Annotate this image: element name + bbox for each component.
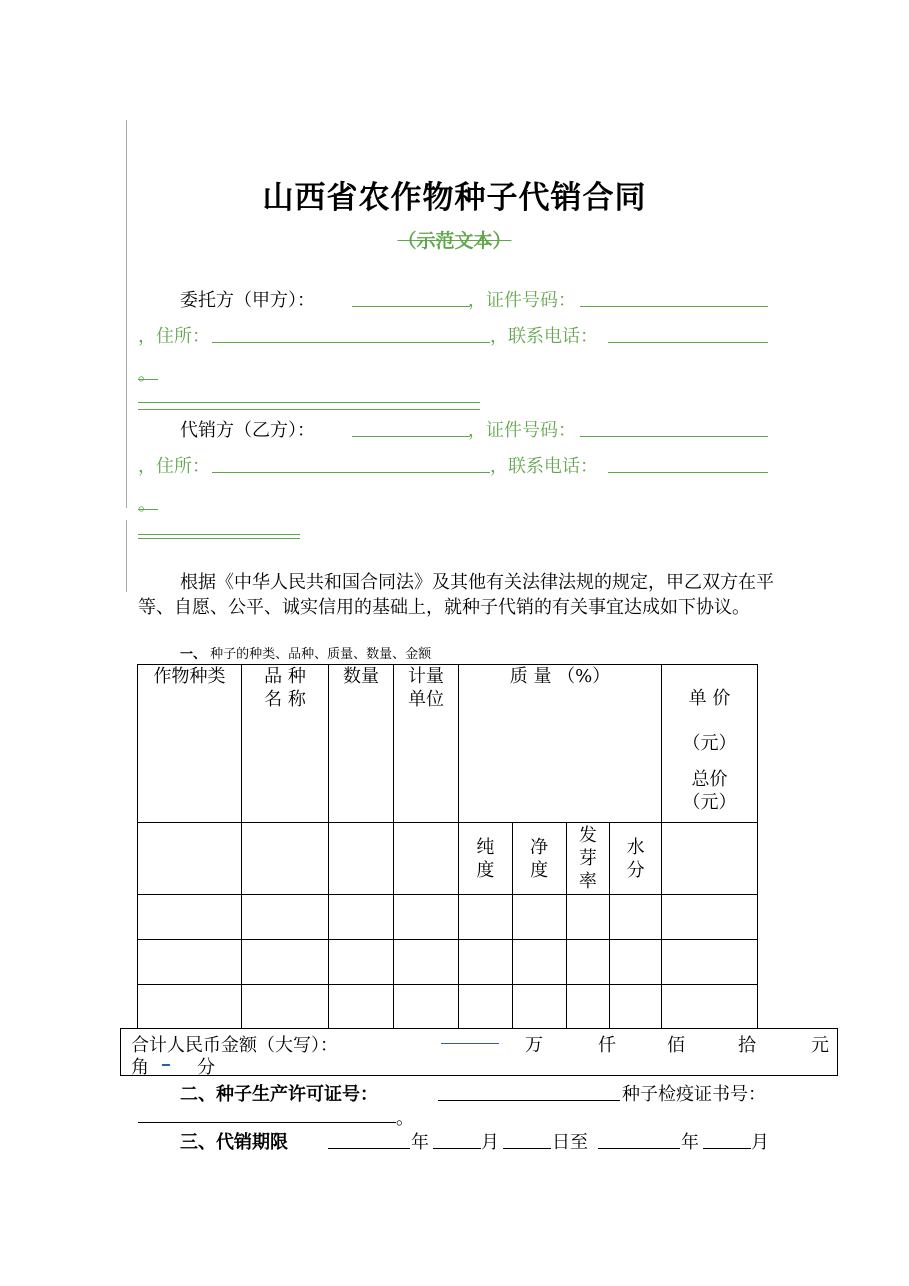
section-1-number: 一、 [180, 647, 207, 662]
table-header-row [138, 665, 758, 823]
table-cell[interactable] [459, 895, 513, 940]
table-subheader-row [138, 823, 758, 895]
party-a-address-label: ，住所： [138, 326, 210, 347]
party-a-end: 。 [138, 364, 156, 385]
document-subtitle: （示范文本） [397, 230, 512, 252]
party-a-address-field[interactable] [212, 342, 490, 343]
total-bai: 佰 [667, 1035, 685, 1056]
party-a-id-field[interactable] [580, 306, 768, 307]
table-cell[interactable] [610, 940, 662, 985]
table-cell[interactable] [329, 940, 394, 985]
party-a-extra-line [138, 409, 480, 410]
document-title: 山西省农作物种子代销合同 [262, 180, 647, 216]
table-cell[interactable] [512, 985, 566, 1029]
section-1-title: 种子的种类、品种、质量、数量、金额 [210, 647, 432, 662]
header-quality: 质 量 （%） [459, 665, 662, 823]
production-license-field[interactable] [438, 1100, 620, 1101]
section-3-title: 三、代销期限 [180, 1132, 288, 1153]
table-cell[interactable] [242, 940, 329, 985]
table-row [138, 985, 758, 1029]
table-cell[interactable] [138, 985, 242, 1029]
header-crop: 作物种类 [138, 665, 242, 823]
table-cell[interactable] [394, 895, 459, 940]
start-year-field[interactable] [328, 1148, 410, 1149]
subheader-germination: 发 芽 率 [566, 823, 610, 895]
table-row [138, 940, 758, 985]
seed-table [137, 664, 758, 1029]
table-cell[interactable] [512, 895, 566, 940]
header-unit: 计量 单位 [394, 665, 459, 823]
table-cell[interactable] [566, 895, 610, 940]
party-a-label: 委托方（甲方）： [180, 290, 315, 311]
total-yuan: 元 [811, 1035, 829, 1056]
table-cell[interactable] [394, 940, 459, 985]
section-1-heading [180, 643, 431, 662]
table-cell[interactable] [242, 985, 329, 1029]
party-b-address-field[interactable] [212, 472, 490, 473]
table-cell[interactable] [459, 940, 513, 985]
table-cell[interactable] [329, 895, 394, 940]
party-a-phone-field[interactable] [608, 342, 768, 343]
party-b-phone-label: ，联系电话： [490, 456, 598, 477]
total-label: 合计人民币金额（大写）： [131, 1035, 338, 1056]
start-month-label: 月 [481, 1132, 499, 1153]
table-cell[interactable] [566, 940, 610, 985]
party-b-id-field[interactable] [580, 436, 768, 437]
table-cell[interactable] [662, 940, 758, 985]
table-cell[interactable] [394, 823, 459, 895]
table-cell[interactable] [138, 895, 242, 940]
table-cell[interactable] [329, 985, 394, 1029]
party-a-extra-line [138, 402, 480, 403]
quarantine-label: 种子检疫证书号： [622, 1084, 766, 1105]
end-year-label: 年 [681, 1132, 699, 1153]
party-a-id-label: ，证件号码： [468, 290, 576, 311]
party-b-end: 。 [138, 494, 156, 515]
table-cell[interactable] [329, 823, 394, 895]
total-jiao: 角 [131, 1057, 149, 1078]
party-a-name-field[interactable] [352, 306, 470, 307]
table-cell[interactable] [566, 985, 610, 1029]
party-a-end-line [138, 379, 158, 380]
start-day-field[interactable] [503, 1148, 551, 1149]
table-cell[interactable] [242, 823, 329, 895]
party-b-phone-field[interactable] [608, 472, 768, 473]
total-jiao-field[interactable] [162, 1064, 170, 1066]
section-2-title: 二、种子生产许可证号： [180, 1084, 378, 1105]
table-cell[interactable] [610, 895, 662, 940]
day-to-label: 日至 [552, 1132, 588, 1153]
table-cell[interactable] [662, 823, 758, 895]
total-wan: 万 [525, 1035, 543, 1056]
margin-line [126, 520, 127, 592]
quarantine-field[interactable] [138, 1122, 396, 1123]
start-year-label: 年 [411, 1132, 429, 1153]
section-2-end: 。 [396, 1108, 414, 1129]
party-b-extra-line [138, 534, 300, 535]
table-cell[interactable] [242, 895, 329, 940]
end-month-label: 月 [751, 1132, 769, 1153]
subheader-cleanliness: 净 度 [512, 823, 566, 895]
subheader-moisture: 水 分 [610, 823, 662, 895]
subheader-purity: 纯 度 [459, 823, 513, 895]
total-fen: 分 [197, 1057, 215, 1078]
party-b-extra-line [138, 538, 300, 539]
intro-paragraph: 根据《中华人民共和国合同法》及其他有关法律法规的规定，甲乙双方在平等、自愿、公平、诚实信用的基础上，就种子代销的有关事宜达成如下协议。 [138, 572, 774, 618]
end-year-field[interactable] [598, 1148, 680, 1149]
table-cell[interactable] [662, 895, 758, 940]
table-cell[interactable] [610, 985, 662, 1029]
table-cell[interactable] [138, 940, 242, 985]
party-b-address-label: ，住所： [138, 456, 210, 477]
header-price: 单 价 （元） 总价 （元） [662, 665, 758, 823]
table-cell[interactable] [512, 940, 566, 985]
header-variety: 品 种 名 称 [242, 665, 329, 823]
total-qian: 仟 [598, 1035, 616, 1056]
total-amount-field[interactable] [441, 1043, 499, 1044]
table-cell[interactable] [394, 985, 459, 1029]
header-quantity: 数量 [329, 665, 394, 823]
start-month-field[interactable] [433, 1148, 481, 1149]
party-b-label: 代销方（乙方）： [180, 420, 315, 441]
party-a-phone-label: ，联系电话： [490, 326, 598, 347]
table-row [138, 895, 758, 940]
total-amount-box [120, 1028, 838, 1076]
end-month-field[interactable] [703, 1148, 751, 1149]
table-cell[interactable] [138, 823, 242, 895]
table-cell[interactable] [459, 985, 513, 1029]
table-cell[interactable] [662, 985, 758, 1029]
party-b-end-line [138, 509, 158, 510]
party-b-id-label: ，证件号码： [468, 420, 576, 441]
total-shi: 拾 [738, 1035, 756, 1056]
party-b-name-field[interactable] [352, 436, 470, 437]
